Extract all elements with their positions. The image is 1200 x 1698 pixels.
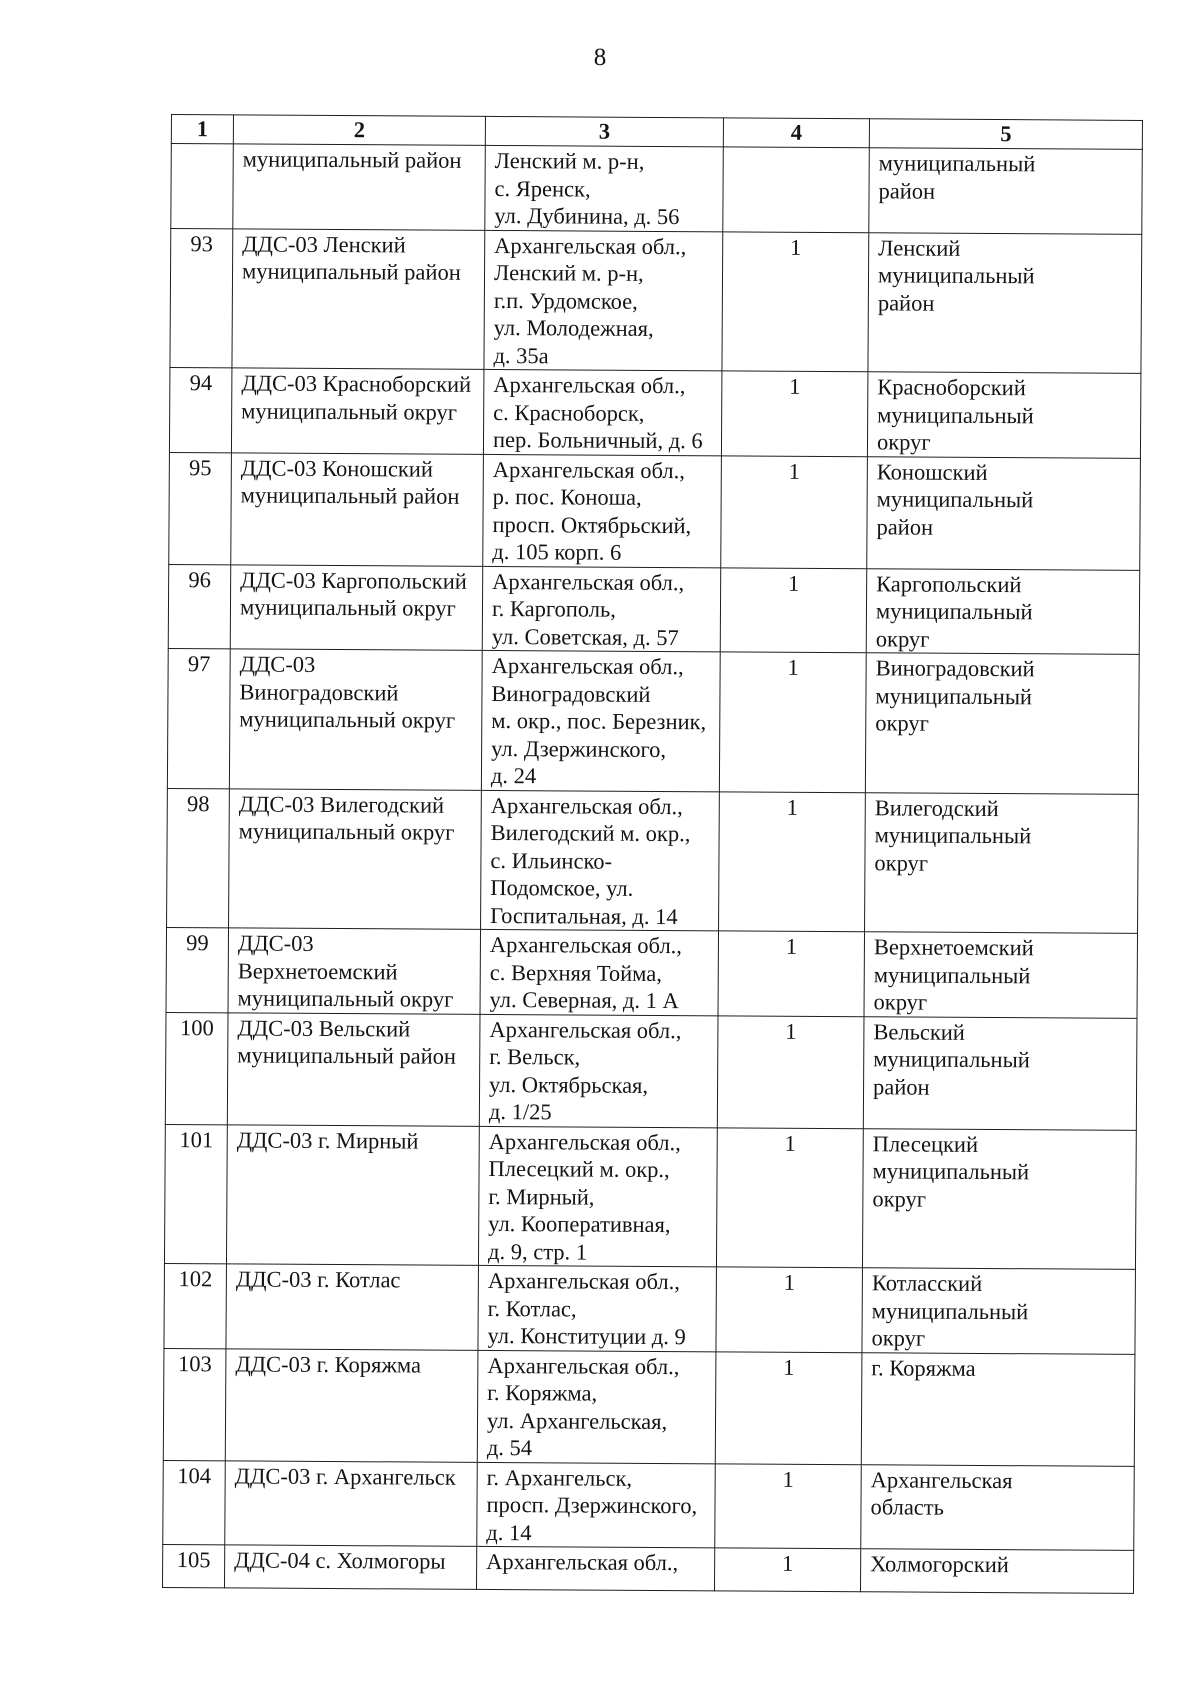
address-cell-line: ул. Северная, д. 1 А	[489, 986, 679, 1014]
region-cell	[861, 1352, 1135, 1466]
quantity-cell: 1	[722, 231, 869, 371]
region-cell-line: муниципальный	[875, 598, 1033, 625]
address-cell-line: пер. Больничный, д. 6	[492, 426, 703, 454]
address-cell-line: г. Каргополь,	[491, 595, 616, 622]
table-row	[166, 927, 1137, 1017]
address-cell-line: просп. Октябрьский,	[492, 511, 692, 538]
address-cell-line: Архангельская обл.,	[494, 232, 687, 259]
address-cell-line: г. Мирный,	[488, 1183, 595, 1210]
region-cell-line: район	[876, 513, 934, 540]
service-name-cell	[227, 1012, 480, 1126]
quantity-cell: 1	[715, 1463, 862, 1548]
service-name-cell	[229, 788, 482, 929]
row-number-cell	[171, 144, 234, 229]
region-cell-line: Верхнетоемский	[873, 934, 1034, 961]
address-cell-line: с. Верхняя Тойма,	[489, 959, 662, 986]
service-name-cell	[231, 452, 484, 566]
address-cell-line: Архангельская обл.,	[487, 1267, 681, 1295]
service-name-cell-line: ДДС-03 Ленский	[242, 230, 406, 257]
region-cell-line: Красноборский	[877, 374, 1026, 401]
address-cell-line: д. 14	[486, 1519, 532, 1545]
region-cell-line: муниципальный	[872, 1158, 1030, 1185]
region-cell-line: Холмогорский	[870, 1551, 1009, 1578]
table-row	[169, 452, 1141, 570]
region-cell	[869, 148, 1143, 234]
address-cell-line: Госпитальная, д. 14	[490, 902, 678, 929]
address-cell-line: Архангельская обл.,	[489, 931, 683, 959]
service-name-cell	[230, 564, 483, 650]
address-cell-line: г.п. Урдомское,	[493, 287, 638, 314]
region-cell	[868, 232, 1142, 373]
facilities-table	[162, 114, 1143, 1594]
region-cell-line: район	[877, 289, 935, 316]
row-number-cell: 96	[168, 564, 231, 649]
quantity-cell: 1	[719, 791, 866, 931]
column-header: 3	[485, 116, 723, 146]
address-cell-line: Архангельская обл.,	[490, 792, 683, 819]
service-name-cell-line: ДДС-03	[237, 930, 314, 956]
address-cell-line: д. 35а	[493, 342, 549, 368]
region-cell-line: Ленский	[878, 234, 961, 261]
quantity-cell: 1	[721, 371, 868, 456]
row-number-cell: 97	[167, 648, 230, 788]
region-cell-line: Архангельская	[870, 1466, 1013, 1493]
service-name-cell-line: ДДС-03 г. Архангельск	[234, 1462, 456, 1490]
table-row	[170, 228, 1142, 373]
address-cell-line: Вилегодский м. окр.,	[490, 819, 691, 847]
region-cell-line: район	[872, 1073, 930, 1100]
column-header: 4	[723, 118, 869, 148]
service-name-cell	[224, 1545, 476, 1590]
address-cell-line: с. Яренск,	[494, 175, 591, 202]
address-cell	[479, 1014, 718, 1127]
row-number-cell: 99	[166, 927, 229, 1012]
row-number-cell: 103	[163, 1348, 226, 1460]
region-cell	[866, 568, 1140, 654]
region-cell	[865, 792, 1139, 933]
row-number-cell: 94	[169, 367, 232, 452]
service-name-cell-line: муниципальный район	[241, 258, 461, 285]
region-cell-line: округ	[873, 989, 928, 1015]
address-cell-line: д. 24	[490, 762, 537, 789]
address-cell-line: Архангельская обл.,	[488, 1128, 681, 1155]
region-cell-line: муниципальный	[873, 1046, 1030, 1073]
address-cell-line: Архангельская обл.,	[492, 568, 685, 595]
region-cell-line: Виноградовский	[875, 655, 1035, 682]
address-cell	[480, 929, 719, 1015]
table-row	[164, 1263, 1135, 1353]
region-cell	[863, 1016, 1137, 1130]
region-cell-line: муниципальный	[873, 961, 1031, 988]
region-cell-line: муниципальный	[874, 822, 1032, 849]
quantity-cell	[723, 147, 870, 232]
service-name-cell-line: муниципальный округ	[238, 818, 455, 845]
region-cell	[864, 932, 1138, 1018]
address-cell	[483, 454, 722, 567]
region-cell-line: Вилегодский	[874, 794, 999, 821]
quantity-cell: 1	[718, 931, 865, 1016]
region-cell	[867, 456, 1141, 570]
region-cell-line: округ	[874, 849, 929, 876]
address-cell	[482, 566, 721, 652]
region-cell-line: Каргопольский	[876, 570, 1022, 597]
region-cell-line: муниципальный	[878, 150, 1036, 177]
region-cell	[867, 372, 1141, 458]
service-name-cell-line: ДДС-03 г. Котлас	[235, 1266, 401, 1293]
table-row	[163, 1348, 1135, 1466]
column-header: 5	[869, 119, 1142, 150]
table-row	[167, 788, 1139, 933]
service-name-cell	[225, 1460, 478, 1546]
address-cell	[477, 1462, 716, 1548]
address-cell-line: д. 9, стр. 1	[487, 1238, 588, 1265]
table-row	[164, 1124, 1136, 1269]
service-name-cell-line: муниципальный округ	[239, 594, 456, 621]
service-name-cell-line: Виноградовский	[239, 678, 399, 705]
service-name-cell-line: муниципальный район	[240, 482, 460, 509]
address-cell-line: м. окр., пос. Березник,	[491, 707, 707, 735]
address-cell-line: Архангельская обл.,	[491, 652, 684, 680]
address-cell-line: ул. Кооперативная,	[488, 1210, 671, 1238]
region-cell-line: муниципальный	[871, 1297, 1029, 1324]
page-number: 8	[593, 44, 607, 71]
region-cell-line: округ	[875, 710, 929, 736]
service-name-cell-line: Верхнетоемский	[237, 957, 398, 984]
region-cell-line: Котласский	[871, 1270, 983, 1296]
address-cell	[481, 650, 720, 791]
address-cell-line: г. Коряжма,	[487, 1379, 598, 1406]
service-name-cell	[228, 928, 481, 1014]
row-number-cell: 100	[165, 1012, 228, 1124]
region-cell-line: округ	[871, 1325, 926, 1351]
region-cell-line: г. Коряжма	[871, 1354, 976, 1381]
table-row	[169, 367, 1140, 457]
service-name-cell-line: ДДС-04 с. Холмогоры	[234, 1547, 446, 1574]
quantity-cell: 1	[719, 652, 866, 792]
region-cell	[860, 1549, 1133, 1594]
service-name-cell	[226, 1264, 479, 1350]
region-cell	[862, 1128, 1136, 1269]
row-number-cell: 104	[163, 1460, 226, 1545]
region-cell-line: муниципальный	[877, 401, 1034, 428]
service-name-cell-line: муниципальный округ	[237, 985, 454, 1012]
service-name-cell-line: муниципальный район	[237, 1042, 457, 1069]
address-cell-line: Архангельская обл.,	[492, 456, 685, 483]
service-name-cell-line: ДДС-03 Вилегодский	[238, 790, 445, 818]
address-cell-line: ул. Архангельская,	[486, 1407, 668, 1434]
quantity-cell: 1	[720, 567, 867, 652]
address-cell-line: Архангельская обл.,	[489, 1016, 682, 1043]
row-number-cell: 95	[169, 452, 232, 564]
region-cell-line: Коношский	[876, 458, 988, 485]
address-cell-line: Виноградовский	[491, 680, 651, 707]
region-cell-line: муниципальный	[877, 262, 1035, 289]
address-cell-line: г. Архангельск,	[486, 1464, 633, 1491]
region-cell-line: округ	[875, 625, 930, 652]
address-cell-line: Плесецкий м. окр.,	[488, 1155, 670, 1183]
table-row	[168, 564, 1139, 654]
service-name-cell	[231, 368, 484, 454]
address-cell-line: Архангельская обл.,	[487, 1352, 680, 1379]
address-cell-line: ул. Конституции д. 9	[487, 1322, 686, 1350]
service-name-cell	[233, 144, 486, 230]
address-cell	[485, 145, 724, 231]
service-name-cell-line: ДДС-03 Красноборский	[241, 370, 472, 397]
region-cell-line: округ	[876, 429, 931, 455]
table-row	[165, 1012, 1137, 1130]
table-row	[163, 1460, 1134, 1550]
region-cell-line: Плесецкий	[872, 1130, 979, 1157]
service-name-cell-line: ДДС-03 г. Мирный	[236, 1126, 419, 1154]
region-cell-line: район	[878, 177, 936, 204]
address-cell	[483, 369, 722, 455]
service-name-cell-line: муниципальный район	[242, 146, 462, 173]
region-cell	[862, 1268, 1136, 1354]
table-row	[167, 648, 1139, 793]
service-name-cell-line: ДДС-03 г. Коряжма	[235, 1350, 422, 1378]
service-name-cell-line: муниципальный округ	[241, 397, 458, 425]
quantity-cell: 1	[721, 455, 868, 568]
service-name-cell-line: ДДС-03 Каргопольский	[240, 566, 467, 594]
table-body	[162, 144, 1142, 1594]
address-cell-line: д. 1/25	[488, 1098, 552, 1125]
address-cell-line: д. 54	[486, 1434, 533, 1461]
address-cell	[481, 790, 720, 931]
region-cell-line: муниципальный	[876, 486, 1034, 513]
address-cell	[484, 230, 723, 371]
address-cell-line: Подомское, ул.	[490, 874, 634, 901]
address-cell-line: Ленский м. р-н,	[493, 259, 644, 286]
region-cell	[861, 1464, 1135, 1550]
address-cell-line: ул. Октябрьская,	[489, 1071, 649, 1098]
table-row	[162, 1544, 1133, 1593]
address-cell-line: Архангельская обл.,	[493, 371, 686, 399]
region-cell-line: муниципальный	[875, 682, 1033, 709]
quantity-cell: 1	[714, 1548, 860, 1592]
address-cell	[476, 1546, 714, 1590]
region-cell-line: округ	[872, 1185, 927, 1212]
address-cell-line: р. пос. Коноша,	[492, 483, 642, 510]
service-name-cell-line: ДДС-03	[239, 651, 316, 677]
region-cell	[865, 653, 1139, 794]
service-name-cell-line: муниципальный округ	[239, 706, 456, 733]
table-row	[171, 144, 1142, 234]
address-cell-line: с. Красноборск,	[493, 399, 645, 426]
address-cell-line: г. Котлас,	[487, 1295, 577, 1321]
region-cell-line: Вельский	[873, 1018, 965, 1045]
column-header: 2	[233, 115, 485, 146]
address-cell-line: ул. Советская, д. 57	[491, 623, 679, 650]
row-number-cell: 93	[170, 228, 233, 368]
service-name-cell-line: ДДС-03 Коношский	[240, 454, 433, 482]
service-name-cell	[229, 649, 482, 790]
row-number-cell: 101	[164, 1124, 227, 1264]
address-cell-line: д. 105 корп. 6	[492, 538, 622, 565]
address-cell-line: просп. Дзержинского,	[486, 1491, 698, 1519]
address-cell	[478, 1265, 717, 1351]
address-cell-line: Ленский м. р-н,	[494, 147, 645, 174]
quantity-cell: 1	[716, 1267, 863, 1352]
quantity-cell: 1	[715, 1351, 862, 1464]
quantity-cell: 1	[716, 1127, 863, 1267]
row-number-cell: 102	[164, 1263, 227, 1348]
address-cell-line: ул. Дзержинского,	[491, 735, 667, 762]
row-number-cell: 105	[162, 1544, 224, 1587]
column-header: 1	[171, 115, 233, 144]
service-name-cell	[232, 228, 485, 369]
row-number-cell: 98	[167, 788, 230, 928]
address-cell-line: с. Ильинско-	[490, 847, 613, 874]
service-name-cell	[225, 1348, 478, 1462]
address-cell-line: Архангельская обл.,	[486, 1548, 679, 1576]
service-name-cell-line: ДДС-03 Вельский	[237, 1014, 411, 1041]
service-name-cell	[226, 1124, 479, 1265]
address-cell-line: г. Вельск,	[489, 1043, 581, 1070]
address-cell-line: ул. Молодежная,	[493, 314, 654, 341]
address-cell	[477, 1350, 716, 1463]
address-cell-line: ул. Дубинина, д. 56	[494, 202, 680, 230]
address-cell	[478, 1126, 717, 1267]
quantity-cell: 1	[717, 1015, 864, 1128]
region-cell-line: область	[870, 1494, 945, 1520]
